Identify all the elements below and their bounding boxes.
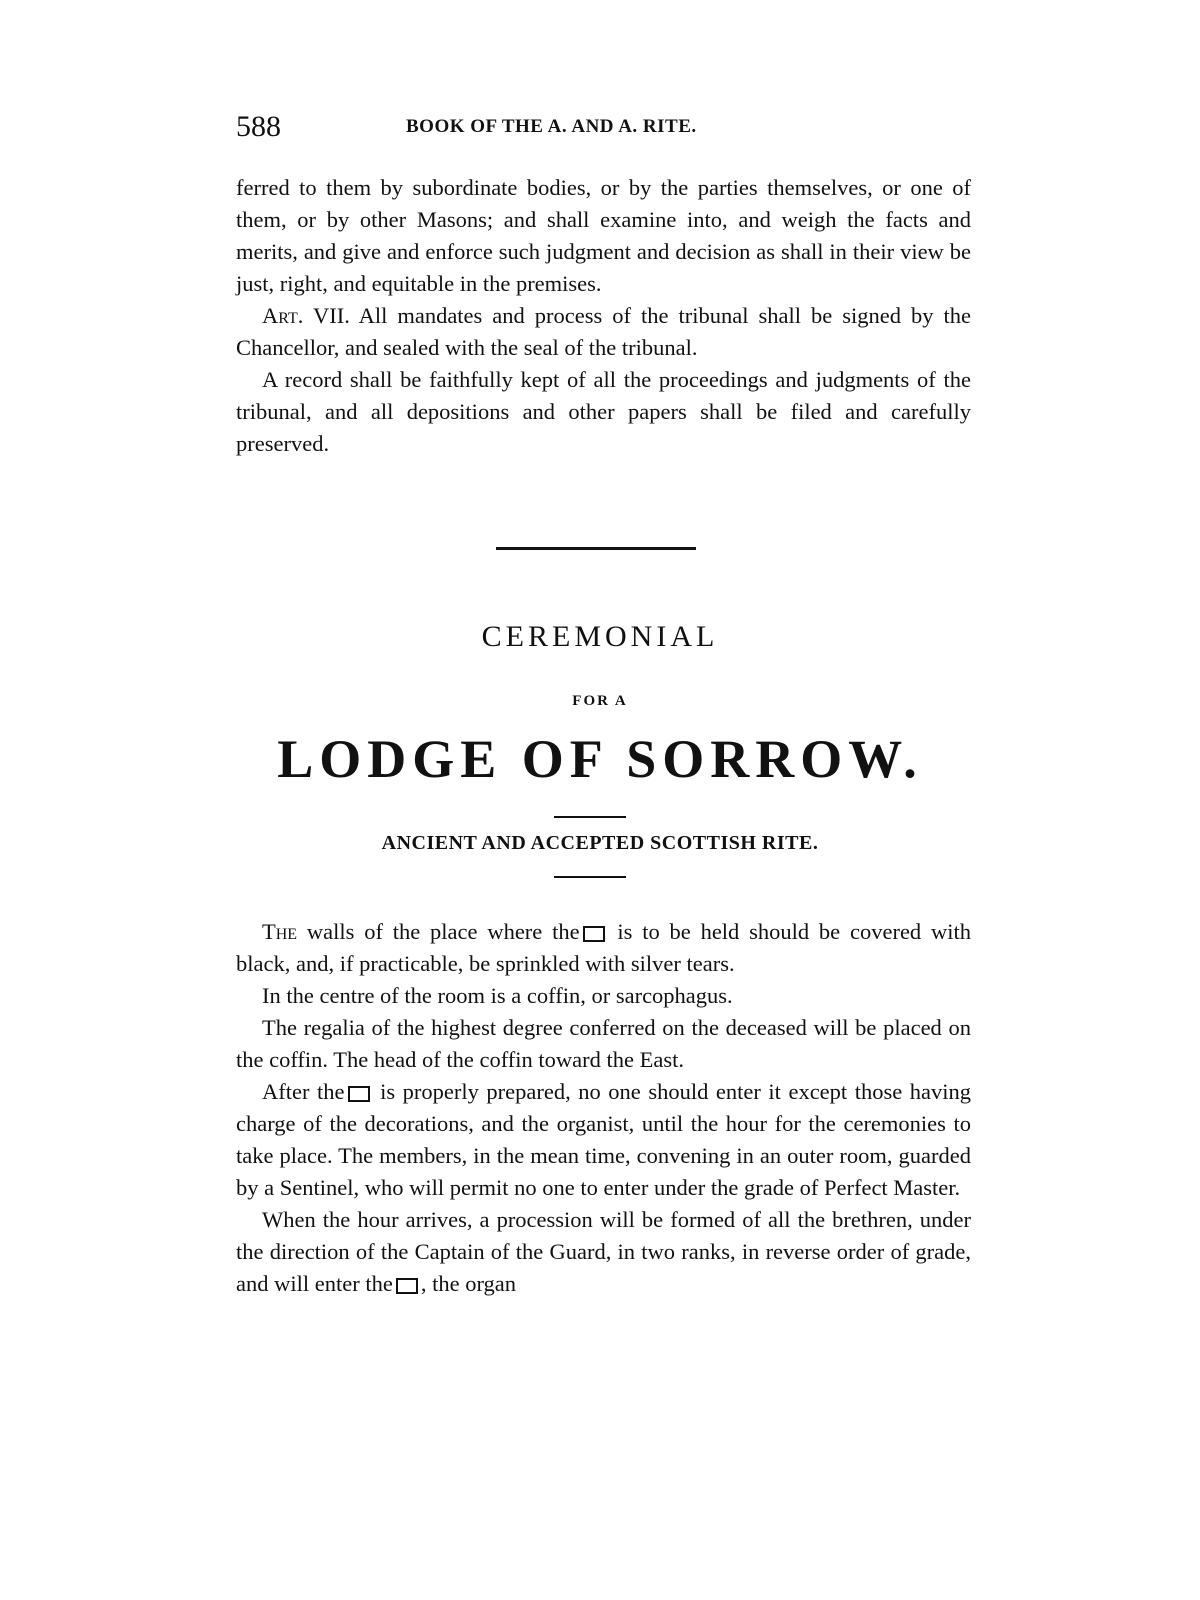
paragraph: The regalia of the highest degree conferred on the deceased will be placed on the coffin. The head of the coffin toward the East. (236, 1015, 971, 1072)
paragraph: In the centre of the room is a coffin, or sarcophagus. (262, 983, 733, 1008)
lodge-of-sorrow-title: LODGE OF SORROW. (277, 729, 923, 789)
section-divider (496, 547, 696, 550)
ceremonial-title: CEREMONIAL (481, 620, 719, 653)
top-text-block (236, 172, 971, 460)
article-label: Art. (262, 303, 304, 328)
lead-word: The (262, 919, 298, 944)
body-text-block (236, 916, 971, 1300)
article-text: VII. All mandates and process of the tribunal shall be signed by the Chancellor, and sealed with the seal of the tribunal. (236, 303, 971, 360)
paragraph: A record shall be faithfully kept of all the proceedings and judgments of the tribunal, and all depositions and other papers shall be filed and carefully preserved. (236, 367, 971, 456)
page-number: 588 (236, 110, 281, 143)
paragraph: ferred to them by subordinate bodies, or by the parties themselves, or one of them, or by other Masons; and shall examine into, and weigh the facts and merits, and give and enforce such judgment and decision as shall in their view be just, right, and equitable in the premises. (236, 175, 971, 296)
rite-subtitle: ANCIENT AND ACCEPTED SCOTTISH RITE. (381, 832, 819, 854)
paragraph (236, 300, 971, 364)
lodge-symbol-icon (348, 1086, 370, 1102)
paragraph: After the is properly prepared, no one should enter it except those having charge of the decorations, and the organist, until the hour for the ceremonies to take place. The members, in the mean time, convening in an outer room, guarded by a Sentinel, who will permit no one to enter under the grade of Perfect Master. (236, 1079, 971, 1200)
lodge-symbol-icon (583, 926, 605, 942)
running-title: BOOK OF THE A. AND A. RITE. (406, 116, 697, 137)
paragraph: When the hour arrives, a procession will be formed of all the brethren, under the direction of the Captain of the Guard, in two ranks, in reverse order of grade, and will enter the , the organ (236, 1207, 971, 1296)
for-a-subtitle: FOR A (572, 693, 628, 709)
title-rule (554, 876, 626, 878)
page-header (236, 110, 976, 150)
title-rule (554, 816, 626, 818)
lodge-symbol-icon (396, 1278, 418, 1294)
paragraph: The walls of the place where the is to be held should be covered with black, and, if practicable, be sprinkled with silver tears. (236, 919, 971, 976)
